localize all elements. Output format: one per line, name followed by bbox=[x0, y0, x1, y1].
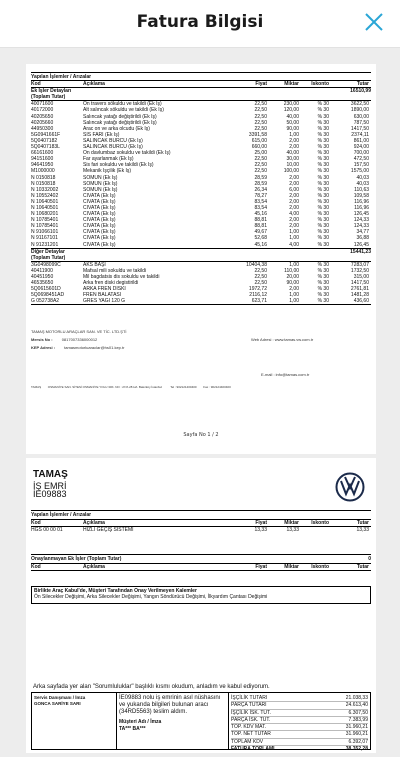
customer-label: Müşteri Adı / İmza bbox=[119, 719, 162, 725]
cell-fiyat: 22,50 bbox=[254, 101, 267, 108]
cell-aciklama: CİVATA (Ek İş) bbox=[83, 223, 116, 230]
cell-kod: 40411900 bbox=[31, 267, 53, 274]
total-value: 7.383,99 bbox=[348, 716, 368, 723]
group-ek-isler bbox=[31, 88, 371, 101]
order-number: İE09883 bbox=[33, 489, 67, 499]
close-icon[interactable] bbox=[362, 10, 386, 34]
col-aciklama: Açıklama bbox=[83, 520, 105, 526]
advisor-label: Servis Danışmanı / İmza bbox=[34, 695, 86, 700]
col-fiyat: Fiyat bbox=[255, 564, 267, 570]
cell-kod: N 0150818 bbox=[31, 174, 56, 181]
cell-iskonto: % 30 bbox=[317, 204, 329, 211]
cell-fiyat: 22,50 bbox=[254, 107, 267, 114]
cell-miktar: 1,00 bbox=[289, 235, 299, 242]
group-sub: (Toplam Tutar) bbox=[31, 94, 66, 101]
cell-kod: N 10640501 bbox=[31, 198, 59, 205]
kep-label: KEP Adresi : bbox=[31, 345, 56, 350]
invoice-page-2 bbox=[26, 458, 376, 753]
cell-tutar: 110,63 bbox=[354, 186, 369, 193]
total-value: 38.352,28 bbox=[345, 746, 368, 753]
cell-kod: N 91167101 bbox=[31, 235, 58, 242]
cell-fiyat: 28,59 bbox=[254, 180, 267, 187]
cell-fiyat: 3391,58 bbox=[248, 131, 267, 138]
work-table bbox=[31, 510, 371, 533]
total-label: İŞÇİLİK TUTARI bbox=[231, 695, 268, 701]
total-value: 21.038,33 bbox=[345, 695, 368, 701]
col-kod: Kod bbox=[31, 520, 41, 526]
total-value: 31.960,21 bbox=[345, 731, 368, 738]
top-bar bbox=[0, 0, 400, 48]
cell-tutar: 630,00 bbox=[353, 113, 369, 120]
col-aciklama: Açıklama bbox=[83, 564, 105, 570]
cell-miktar: 6,00 bbox=[289, 186, 299, 193]
cell-tutar: 126,45 bbox=[353, 211, 369, 218]
cell-kod: 5Q0407183L bbox=[31, 144, 60, 151]
cell-iskonto: % 30 bbox=[317, 217, 329, 224]
group-diger bbox=[31, 248, 371, 262]
total-row bbox=[231, 739, 368, 746]
total-label: PARÇA TUTARI bbox=[231, 702, 267, 709]
page-title: Fatura Bilgisi bbox=[136, 12, 264, 32]
cell-aciklama: Mekanik İşçilik (Ek İş) bbox=[83, 168, 132, 175]
cell-miktar: 2,00 bbox=[289, 286, 299, 293]
cell-miktar: 40,00 bbox=[286, 113, 299, 120]
diger-rows bbox=[31, 262, 371, 306]
brand-name: TAMAŞ bbox=[33, 469, 68, 480]
cell-aciklama: CİVATA (Ek İş) bbox=[83, 192, 116, 199]
cell-tutar: 2761,81 bbox=[350, 286, 369, 293]
table-row bbox=[31, 298, 371, 304]
cell-miktar: 2,00 bbox=[289, 174, 299, 181]
cell-iskonto: % 30 bbox=[317, 267, 329, 274]
unapproved-total: 0 bbox=[368, 556, 371, 562]
cell-iskonto: % 30 bbox=[317, 280, 329, 287]
total-row bbox=[231, 746, 368, 752]
cell-iskonto: % 30 bbox=[317, 162, 329, 169]
cell-iskonto: % 30 bbox=[317, 186, 329, 193]
cell-iskonto: % 30 bbox=[317, 198, 329, 205]
cell-tutar: 126,45 bbox=[353, 241, 369, 248]
cell-fiyat: 623,71 bbox=[251, 298, 267, 305]
cell-aciklama: CİVATA (Ek İş) bbox=[83, 211, 116, 218]
cell-aciklama: Alt salıncak sökuldu ve takildi (Ek İş) bbox=[83, 107, 164, 114]
col-aciklama: Açıklama bbox=[83, 81, 105, 88]
cell-aciklama: Salıncak yatağı değiştirildi (Ek İş) bbox=[83, 119, 157, 126]
cell-aciklama: Mil bagdatsis dis sokuldu ve takildi bbox=[83, 274, 160, 280]
cell-miktar: 2,00 bbox=[289, 223, 299, 230]
cell-kod: 5Q0698451AD bbox=[31, 292, 65, 299]
cell-aciklama: CİVATA (Ek İş) bbox=[83, 241, 116, 248]
cell-fiyat: 45,16 bbox=[254, 241, 267, 248]
table-row bbox=[31, 527, 371, 533]
cell-fiyat: 45,16 bbox=[254, 211, 267, 218]
cell-kod: HGS 00 00 01 bbox=[31, 527, 63, 533]
cell-kod: 5G0941661F bbox=[31, 131, 61, 138]
cell-aciklama: Arac on ve arka olcudu (Ek İş) bbox=[83, 125, 150, 132]
cell-fiyat: 26,34 bbox=[254, 186, 267, 193]
cell-aciklama: Sis fari sokuldu ve takildi (Ek İş) bbox=[83, 162, 154, 169]
col-tutar: Tutar bbox=[356, 520, 369, 526]
address-line: TAMAŞ OSMANİYE SAN. SİTESİ OSMANİYE YOLU 30K. NO : 27/A 28 HA Bakırköy İstanbul Tel : 902121400400 Fax : 902124400400 bbox=[31, 385, 231, 389]
invoice-page-1 bbox=[26, 64, 376, 454]
cell-iskonto: % 30 bbox=[317, 113, 329, 120]
cell-iskonto: % 30 bbox=[317, 286, 329, 293]
responsibility-note: Arka sayfada yer alan "Sorumluluklar" başlıklı kısmı okudum, anladım ve kabul ediyorum. bbox=[33, 684, 270, 690]
cell-tutar: 861,00 bbox=[353, 137, 369, 144]
cell-iskonto: % 30 bbox=[317, 211, 329, 218]
cell-miktar: 2,00 bbox=[289, 198, 299, 205]
cell-tutar: 787,50 bbox=[353, 119, 369, 126]
cell-fiyat: 88,81 bbox=[254, 217, 267, 224]
cell-aciklama: AKS BAŞI bbox=[83, 261, 106, 268]
cell-miktar: 4,00 bbox=[289, 211, 299, 218]
cell-miktar: 90,00 bbox=[286, 280, 299, 287]
total-label: TOP. KDV MAT. bbox=[231, 724, 267, 731]
invoice-scroll-area[interactable] bbox=[0, 48, 400, 757]
work-rows bbox=[31, 527, 371, 533]
page-number: Sayfa No 1 / 2 bbox=[183, 432, 219, 438]
cell-miktar: 30,00 bbox=[286, 156, 299, 163]
cell-aciklama: SOMUN (Ek İş) bbox=[83, 180, 118, 187]
table-header bbox=[31, 564, 371, 571]
group-label: Ek İşler Detayları bbox=[31, 88, 72, 95]
cell-kod: N 10785401 bbox=[31, 223, 59, 230]
cell-iskonto: % 30 bbox=[317, 125, 329, 132]
cell-iskonto: % 30 bbox=[317, 107, 329, 114]
cell-aciklama: SALINCAK BURCU (Ek İş) bbox=[83, 144, 143, 151]
cell-aciklama: Ön travers sökuldu ve takildi (Ek İş) bbox=[83, 101, 162, 108]
cell-aciklama: Arka fren diski degistirildi bbox=[83, 280, 139, 287]
notice-box bbox=[31, 586, 371, 604]
cell-miktar: 4,00 bbox=[289, 241, 299, 248]
cell-aciklama: CİVATA (Ek İş) bbox=[83, 217, 116, 224]
cell-tutar: 1890,00 bbox=[350, 107, 369, 114]
cell-fiyat: 25,00 bbox=[254, 150, 267, 157]
volkswagen-logo-icon bbox=[335, 472, 365, 502]
cell-miktar: 100,00 bbox=[283, 168, 299, 175]
delivery-statement: İE09883 nolu iş emrinin asıl nüshasını ve yukarıda bilgileri bulunan aracı (34RD5563) teslim aldım. bbox=[119, 695, 221, 715]
cell-iskonto: % 30 bbox=[317, 235, 329, 242]
total-label: TOPLAM KDV bbox=[231, 738, 264, 745]
cell-kod: 40205650 bbox=[31, 113, 54, 120]
cell-miktar: 110,00 bbox=[284, 267, 299, 274]
cell-miktar: 20,00 bbox=[286, 274, 299, 280]
cell-miktar: 1,00 bbox=[289, 261, 299, 268]
cell-fiyat: 615,00 bbox=[251, 137, 267, 144]
cell-fiyat: 83,54 bbox=[254, 204, 267, 211]
total-value: 6.307,50 bbox=[348, 709, 368, 716]
cell-iskonto: % 30 bbox=[317, 137, 329, 144]
col-miktar: Miktar bbox=[284, 520, 299, 526]
unapproved-table bbox=[31, 554, 371, 571]
table-header bbox=[31, 520, 371, 527]
cell-tutar: 124,33 bbox=[353, 217, 369, 224]
group-total: 16510,99 bbox=[350, 88, 371, 95]
cell-fiyat: 1972,72 bbox=[248, 286, 267, 293]
cell-kod: N 10332002 bbox=[31, 186, 59, 193]
cell-tutar: 1481,28 bbox=[350, 292, 369, 299]
table-row bbox=[31, 242, 371, 248]
cell-fiyat: 78,27 bbox=[254, 192, 267, 199]
cell-kod: 94641950 bbox=[31, 162, 54, 169]
total-row bbox=[231, 702, 368, 709]
email-address: E-mail : info@tamas.com.tr bbox=[261, 372, 310, 377]
cell-kod: 66161600 bbox=[31, 150, 54, 157]
cell-miktar: 2,00 bbox=[289, 192, 299, 199]
cell-kod: N 10552402 bbox=[31, 192, 59, 199]
cell-iskonto: % 30 bbox=[317, 292, 329, 299]
col-tutar: Tutar bbox=[356, 564, 369, 570]
cell-kod: 44950300 bbox=[31, 125, 54, 132]
cell-fiyat: 2116,12 bbox=[249, 292, 267, 299]
cell-fiyat: 660,00 bbox=[251, 144, 267, 151]
cell-fiyat: 88,81 bbox=[254, 223, 267, 230]
cell-kod: 40451950 bbox=[31, 274, 54, 280]
cell-aciklama: Salıncak yatağı değiştirildi (Ek İş) bbox=[83, 113, 157, 120]
cell-fiyat: 83,54 bbox=[254, 198, 267, 205]
cell-fiyat: 49,67 bbox=[254, 229, 267, 236]
col-iskonto: İskonto bbox=[311, 520, 329, 526]
cell-fiyat: 22,50 bbox=[254, 156, 267, 163]
total-row bbox=[231, 710, 368, 717]
group-label: Diğer Detaylar bbox=[31, 248, 65, 255]
col-miktar: Miktar bbox=[284, 564, 299, 570]
cell-aciklama: Far ayarlanmak (Ek İş) bbox=[83, 156, 134, 163]
cell-tutar: 436,60 bbox=[353, 298, 369, 305]
cell-miktar: 50,00 bbox=[286, 119, 299, 126]
signature-section bbox=[31, 692, 371, 753]
cell-tutar: 1417,50 bbox=[350, 280, 369, 287]
mersis-value: 0817007336000012 bbox=[61, 337, 98, 342]
cell-tutar: 40,03 bbox=[356, 174, 369, 181]
total-label: FATURA TOPLAMI bbox=[231, 746, 275, 753]
cell-aciklama: SİS FARI (Ek İş) bbox=[83, 131, 120, 138]
cell-aciklama: SOMUN (Ek İş) bbox=[83, 174, 118, 181]
table-header bbox=[31, 80, 371, 88]
cell-aciklama: SALINCAK BURCU (Ek İş) bbox=[83, 137, 143, 144]
col-tutar: Tutar bbox=[356, 81, 369, 88]
customer-name: TA*** BA*** bbox=[119, 726, 146, 732]
total-row bbox=[231, 724, 368, 731]
section-title: Yapılan İşlemler / Arızalar bbox=[31, 510, 371, 520]
cell-fiyat: 22,50 bbox=[254, 168, 267, 175]
cell-kod: N 91066101 bbox=[31, 229, 59, 236]
advisor-block bbox=[32, 693, 117, 749]
cell-tutar: 13,33 bbox=[356, 527, 369, 533]
notice-title: Birlikte Araç Kabul'de, Müşteri Tarafından Onay Verilmeyen Kalemler bbox=[34, 588, 197, 594]
cell-iskonto: % 30 bbox=[317, 150, 329, 157]
advisor-name: GONCA SARİYE SARI bbox=[34, 701, 81, 706]
company-name: TAMAŞ MOTORLU ARAÇLAR SAN. VE TİC. LTD.ŞTİ bbox=[31, 329, 127, 334]
cell-aciklama: CİVATA (Ek İş) bbox=[83, 229, 116, 236]
cell-aciklama: On davlumbaz sokuldu ve takildi (Ek İş) bbox=[83, 150, 171, 157]
cell-kod: 40205660 bbox=[31, 119, 54, 126]
cell-iskonto: % 30 bbox=[317, 229, 329, 236]
cell-kod: 40071600 bbox=[31, 101, 54, 108]
total-row bbox=[231, 717, 368, 724]
cell-iskonto: % 30 bbox=[317, 241, 329, 248]
customer-block bbox=[117, 693, 229, 749]
section-title: Yapılan İşlemler / Arızalar bbox=[31, 72, 371, 80]
cell-fiyat: 28,59 bbox=[254, 174, 267, 181]
cell-iskonto: % 30 bbox=[317, 168, 329, 175]
cell-tutar: 315,00 bbox=[353, 274, 369, 280]
cell-iskonto: % 30 bbox=[317, 119, 329, 126]
cell-iskonto: % 30 bbox=[317, 261, 329, 268]
unapproved-title: Onaylanmayan Ek İşler (Toplam Tutar) bbox=[31, 556, 122, 562]
col-fiyat: Fiyat bbox=[255, 81, 267, 88]
page1-content bbox=[31, 64, 371, 305]
cell-aciklama: CİVATA (Ek İş) bbox=[83, 198, 116, 205]
cell-aciklama: SOMUN (Ek İş) bbox=[83, 186, 118, 193]
cell-tutar: 700,00 bbox=[353, 150, 369, 157]
cell-tutar: 34,77 bbox=[356, 229, 369, 236]
cell-tutar: 924,00 bbox=[353, 144, 369, 151]
total-row bbox=[231, 695, 368, 702]
cell-iskonto: % 30 bbox=[317, 144, 329, 151]
cell-iskonto: % 30 bbox=[317, 156, 329, 163]
company-footer bbox=[31, 329, 371, 389]
total-label: TOP. NET TUTAR bbox=[231, 731, 271, 738]
cell-aciklama: HIZLI GEÇİŞ SİSTEMİ bbox=[83, 527, 134, 533]
totals-block bbox=[229, 693, 370, 753]
cell-aciklama: Mafsal mili sokuldu ve takildi bbox=[83, 267, 147, 274]
cell-fiyat: 22,50 bbox=[254, 274, 267, 280]
total-label: PARÇA İSK. TUT. bbox=[231, 716, 271, 723]
cell-miktar: 2,00 bbox=[289, 180, 299, 187]
cell-kod: 5Q0407182 bbox=[31, 137, 58, 144]
cell-kod: N 10680201 bbox=[31, 211, 59, 218]
total-row bbox=[231, 731, 368, 738]
cell-iskonto: % 30 bbox=[317, 180, 329, 187]
cell-miktar: 2,00 bbox=[289, 204, 299, 211]
col-miktar: Miktar bbox=[284, 81, 299, 88]
cell-kod: G 052738A2 bbox=[31, 298, 60, 305]
cell-aciklama: FREN BALATASI bbox=[83, 292, 122, 299]
order-label: İŞ EMRİ bbox=[33, 481, 67, 491]
cell-miktar: 10,00 bbox=[286, 162, 299, 169]
cell-iskonto: % 30 bbox=[317, 298, 329, 305]
cell-miktar: 90,00 bbox=[286, 125, 299, 132]
cell-iskonto: % 30 bbox=[317, 131, 329, 138]
cell-kod: N 0150818 bbox=[31, 180, 56, 187]
cell-miktar: 13,33 bbox=[286, 527, 299, 533]
cell-tutar: 109,58 bbox=[353, 192, 369, 199]
total-value: 31.960,21 bbox=[345, 724, 368, 731]
cell-miktar: 1,00 bbox=[289, 131, 299, 138]
col-kod: Kod bbox=[31, 564, 41, 570]
cell-tutar: 1732,50 bbox=[350, 267, 369, 274]
cell-fiyat: 10404,38 bbox=[246, 261, 267, 268]
group-sub: (Toplam Tutar) bbox=[31, 254, 66, 261]
cell-aciklama: CİVATA (Ek İş) bbox=[83, 235, 116, 242]
cell-aciklama: CİVATA (Ek İş) bbox=[83, 204, 116, 211]
cell-kod: N 91231201 bbox=[31, 241, 59, 248]
cell-tutar: 7283,07 bbox=[350, 261, 369, 268]
group-total: 15441,23 bbox=[350, 248, 371, 255]
cell-tutar: 1575,00 bbox=[350, 168, 369, 175]
cell-miktar: 120,00 bbox=[283, 107, 299, 114]
mersis-label: Mersis No : bbox=[31, 337, 53, 342]
total-label: İŞÇİLİK İSK. TUT. bbox=[231, 709, 271, 716]
cell-miktar: 1,00 bbox=[289, 292, 299, 299]
cell-fiyat: 52,68 bbox=[254, 235, 267, 242]
cell-iskonto: % 30 bbox=[317, 174, 329, 181]
cell-iskonto: % 30 bbox=[317, 223, 329, 230]
unapproved-header bbox=[31, 554, 371, 564]
web-address: Web Adresi : www.tamas.vw.com.tr bbox=[251, 337, 314, 342]
cell-kod: 94151600 bbox=[31, 156, 54, 163]
col-iskonto: İskonto bbox=[311, 564, 329, 570]
cell-fiyat: 22,50 bbox=[254, 162, 267, 169]
total-value: 24.613,40 bbox=[345, 702, 368, 709]
col-iskonto: İskonto bbox=[311, 81, 329, 88]
cell-miktar: 2,00 bbox=[289, 137, 299, 144]
total-value: 6.392,07 bbox=[348, 738, 368, 745]
cell-tutar: 116,96 bbox=[354, 198, 369, 205]
cell-kod: 3G0498099C bbox=[31, 261, 61, 268]
kep-value: tamasmotorluaraclar@hs01.kep.tr bbox=[64, 345, 125, 350]
cell-miktar: 230,00 bbox=[283, 101, 299, 108]
ek-isler-rows bbox=[31, 101, 371, 247]
cell-fiyat: 13,33 bbox=[254, 527, 267, 533]
cell-iskonto bbox=[299, 527, 329, 533]
cell-iskonto: % 30 bbox=[317, 274, 329, 280]
cell-tutar: 40,03 bbox=[356, 180, 369, 187]
cell-kod: 40172000 bbox=[31, 107, 54, 114]
cell-kod: N 10785401 bbox=[31, 217, 59, 224]
cell-fiyat: 22,50 bbox=[254, 119, 267, 126]
cell-fiyat: 22,50 bbox=[254, 267, 267, 274]
cell-kod: N 10640501 bbox=[31, 204, 59, 211]
cell-iskonto: % 30 bbox=[317, 192, 329, 199]
cell-miktar: 1,00 bbox=[289, 298, 299, 305]
cell-aciklama: ARKA FREN DİSKİ bbox=[83, 286, 126, 293]
cell-kod: 46535650 bbox=[31, 280, 54, 287]
cell-miktar: 1,00 bbox=[289, 229, 299, 236]
cell-tutar: 157,50 bbox=[353, 162, 369, 169]
cell-miktar: 2,00 bbox=[289, 217, 299, 224]
cell-miktar: 2,00 bbox=[289, 144, 299, 151]
cell-kod: M1000000 bbox=[31, 168, 55, 175]
cell-tutar: 124,33 bbox=[353, 223, 369, 230]
cell-fiyat: 22,50 bbox=[254, 125, 267, 132]
cell-kod: 5Q0615601D bbox=[31, 286, 61, 293]
cell-tutar: 3622,50 bbox=[350, 101, 369, 108]
cell-tutar: 472,50 bbox=[353, 156, 369, 163]
cell-fiyat: 22,50 bbox=[254, 280, 267, 287]
cell-miktar: 40,00 bbox=[286, 150, 299, 157]
cell-tutar: 36,88 bbox=[356, 235, 369, 242]
col-fiyat: Fiyat bbox=[255, 520, 267, 526]
cell-aciklama: GRES YAĞI 120 G bbox=[83, 298, 126, 305]
cell-tutar: 116,96 bbox=[354, 204, 369, 211]
notice-text: Ön Silecekler Değişimi, Arka Silecekler Değişimi, Yangın Söndürücü Değişimi, İlkyardım Çantası Değişimi bbox=[34, 594, 268, 600]
col-kod: Kod bbox=[31, 81, 41, 88]
cell-tutar: 1417,50 bbox=[350, 125, 369, 132]
cell-iskonto: % 30 bbox=[317, 101, 329, 108]
cell-fiyat: 22,50 bbox=[254, 113, 267, 120]
cell-tutar: 2374,11 bbox=[351, 131, 369, 138]
